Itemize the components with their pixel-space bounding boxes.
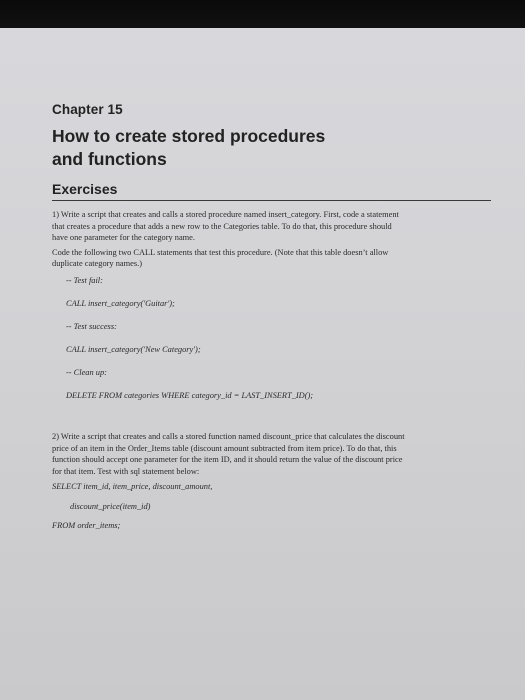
- section-heading: Exercises: [52, 181, 491, 201]
- chapter-label: Chapter 15: [52, 102, 123, 117]
- title-line-2: and functions: [52, 149, 167, 169]
- title-line-1: How to create stored procedures: [52, 126, 326, 146]
- code-line: -- Test success:: [66, 321, 117, 331]
- exercise-2-line: function should accept one parameter for the item ID, and it should return the value of the discount price: [52, 455, 403, 465]
- code-line: -- Clean up:: [66, 367, 107, 377]
- code-line: -- Test fail:: [66, 275, 103, 285]
- exercise-2-line: for that item. Test with sql statement below:: [52, 466, 200, 476]
- textbook-page: [0, 28, 525, 700]
- sql-line: SELECT item_id, item_price, discount_amount,: [52, 482, 213, 492]
- sql-line: FROM order_items;: [52, 521, 121, 531]
- chapter-title: [52, 125, 501, 171]
- exercise-1-line: that creates a procedure that adds a new row to the Categories table. To do that, this procedure should: [52, 221, 392, 231]
- sql-block: [52, 481, 501, 531]
- code-line: CALL insert_category('New Category');: [66, 344, 201, 354]
- exercise-2-line: 2) Write a script that creates and calls a stored function named discount_price that calculates the discount: [52, 431, 405, 441]
- exercise-1-line: duplicate category names.): [52, 259, 142, 269]
- exercise-1-line: have one parameter for the category name.: [52, 233, 195, 243]
- exercise-1: [52, 209, 501, 401]
- exercise-1-line: Code the following two CALL statements that test this procedure. (Note that this table doesn’t allow: [52, 247, 389, 257]
- code-block-1: [66, 275, 501, 401]
- exercise-2-line: price of an item in the Order_Items table (discount amount subtracted from item price). To do that, this: [52, 443, 397, 453]
- sql-line: discount_price(item_id): [70, 501, 151, 511]
- exercise-2: [52, 431, 501, 532]
- code-line: DELETE FROM categories WHERE category_id = LAST_INSERT_ID();: [66, 390, 314, 400]
- code-line: CALL insert_category('Guitar');: [66, 298, 175, 308]
- exercise-1-line: 1) Write a script that creates and calls a stored procedure named insert_category. First, code a statement: [52, 210, 399, 219]
